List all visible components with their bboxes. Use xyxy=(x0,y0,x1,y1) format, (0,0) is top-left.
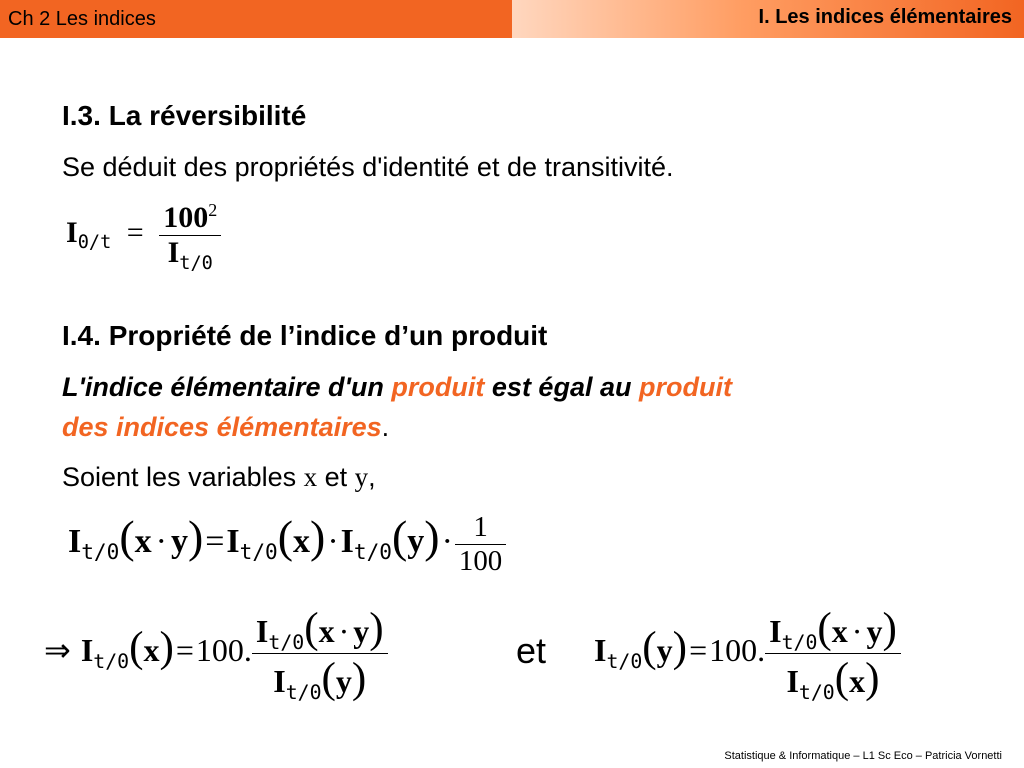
math-paren: ( xyxy=(321,655,336,702)
math-paren: ( xyxy=(817,605,832,652)
math-equals: = xyxy=(205,523,225,560)
math-numerator: 1 xyxy=(455,511,506,545)
math-x: x xyxy=(849,663,866,699)
variables-text: Soient les variables xyxy=(62,462,304,492)
math-subscript: t/0 xyxy=(268,630,305,654)
formula-produit xyxy=(68,510,506,578)
math-paren: ) xyxy=(672,623,688,671)
math-subscript: t/0 xyxy=(179,252,213,274)
variables-comma: , xyxy=(368,462,376,492)
math-subscript: t/0 xyxy=(353,539,392,565)
math-I: I xyxy=(226,523,240,560)
math-dot: · xyxy=(851,613,863,649)
math-x: x xyxy=(831,613,848,649)
math-subscript: t/0 xyxy=(81,539,120,565)
math-denominator: 100 xyxy=(458,544,503,577)
statement-highlight: des indices élémentaires xyxy=(62,412,382,442)
statement-highlight: produit xyxy=(638,372,732,402)
math-paren: ( xyxy=(642,623,657,671)
math-subscript: t/0 xyxy=(781,630,818,654)
math-dot: · xyxy=(155,523,167,560)
variables-line xyxy=(62,462,376,493)
math-I: I xyxy=(80,631,94,668)
math-x: x xyxy=(293,523,311,560)
math-coefficient: 100. xyxy=(195,631,252,668)
heading-reversibilite: I.3. La réversibilité xyxy=(62,100,307,131)
variables-text: et xyxy=(317,462,355,492)
statement-line-2 xyxy=(62,412,389,443)
statement-text: est égal au xyxy=(484,372,639,402)
variable-x: x xyxy=(303,462,318,492)
math-x: x xyxy=(143,631,160,668)
math-denominator xyxy=(252,654,388,703)
math-I: I xyxy=(594,631,607,668)
math-I: I xyxy=(255,613,269,649)
math-paren: ) xyxy=(882,605,897,652)
math-subscript: t/0 xyxy=(239,539,278,565)
math-dot: · xyxy=(327,523,339,560)
math-paren: ( xyxy=(304,605,319,652)
conjunction-et: et xyxy=(516,630,547,671)
math-equals: = xyxy=(175,631,194,668)
math-I: I xyxy=(167,236,180,269)
math-x: x xyxy=(318,613,335,649)
chapter-title: Ch 2 Les indices xyxy=(8,8,156,30)
formula-indice-x xyxy=(44,604,388,703)
math-paren: ) xyxy=(424,511,440,562)
math-subscript: t/0 xyxy=(285,680,322,704)
header-left-bar xyxy=(0,0,512,38)
math-subscript: 0/t xyxy=(77,232,112,254)
math-paren: ( xyxy=(391,511,408,562)
math-paren: ( xyxy=(277,511,294,562)
math-subscript: t/0 xyxy=(93,649,130,673)
math-numerator xyxy=(765,604,901,654)
math-fraction xyxy=(455,511,506,578)
math-paren: ) xyxy=(159,623,174,671)
math-I: I xyxy=(66,215,78,249)
math-x: x xyxy=(134,523,152,560)
math-I: I xyxy=(273,663,286,699)
statement-line-1 xyxy=(62,372,732,403)
math-denominator xyxy=(159,236,221,274)
math-paren: ) xyxy=(865,655,880,702)
formula-indice-y xyxy=(594,604,901,703)
header-right-bar xyxy=(512,0,1024,38)
statement-period: . xyxy=(381,412,390,442)
math-paren: ) xyxy=(310,511,326,562)
math-I: I xyxy=(340,523,354,560)
math-dot: · xyxy=(441,523,453,560)
math-paren: ( xyxy=(834,655,850,702)
reversibilite-text: Se déduit des propriétés d'identité et de transitivité. xyxy=(62,152,674,182)
statement-text: L'indice élémentaire d'un xyxy=(62,372,392,402)
math-subscript: t/0 xyxy=(606,649,643,673)
math-y: y xyxy=(170,523,188,560)
math-subscript: t/0 xyxy=(798,680,835,704)
math-I: I xyxy=(769,613,782,649)
math-paren: ) xyxy=(351,655,367,702)
math-fraction xyxy=(159,200,221,274)
math-fraction xyxy=(765,604,901,703)
math-paren: ) xyxy=(187,511,204,562)
section-title: I. Les indices élémentaires xyxy=(758,6,1012,28)
math-y: y xyxy=(353,613,370,649)
math-numerator xyxy=(159,200,221,236)
math-paren: ( xyxy=(119,511,135,562)
math-num-value: 100 xyxy=(163,201,209,234)
math-paren: ( xyxy=(129,623,144,671)
math-equals: = xyxy=(126,215,144,249)
math-equals: = xyxy=(689,631,708,668)
math-paren: ) xyxy=(369,605,384,652)
math-y: y xyxy=(335,663,352,699)
math-numerator xyxy=(252,604,388,654)
footer-credit: Statistique & Informatique – L1 Sc Eco – Patricia Vornetti xyxy=(724,750,1002,762)
math-y: y xyxy=(866,613,883,649)
implies-icon: ⇒ xyxy=(44,631,71,668)
math-fraction xyxy=(252,604,388,703)
statement-highlight: produit xyxy=(391,372,485,402)
math-y: y xyxy=(656,631,673,668)
heading-indice-produit: I.4. Propriété de l’indice d’un produit xyxy=(62,320,548,351)
math-exponent: 2 xyxy=(208,200,218,220)
math-y: y xyxy=(407,523,425,560)
variable-y: y xyxy=(354,462,369,492)
math-coefficient: 100. xyxy=(709,631,766,668)
math-I: I xyxy=(68,523,82,560)
math-dot: · xyxy=(338,613,350,649)
math-I: I xyxy=(786,663,799,699)
math-denominator xyxy=(765,654,901,703)
formula-reversibilite xyxy=(66,200,221,274)
